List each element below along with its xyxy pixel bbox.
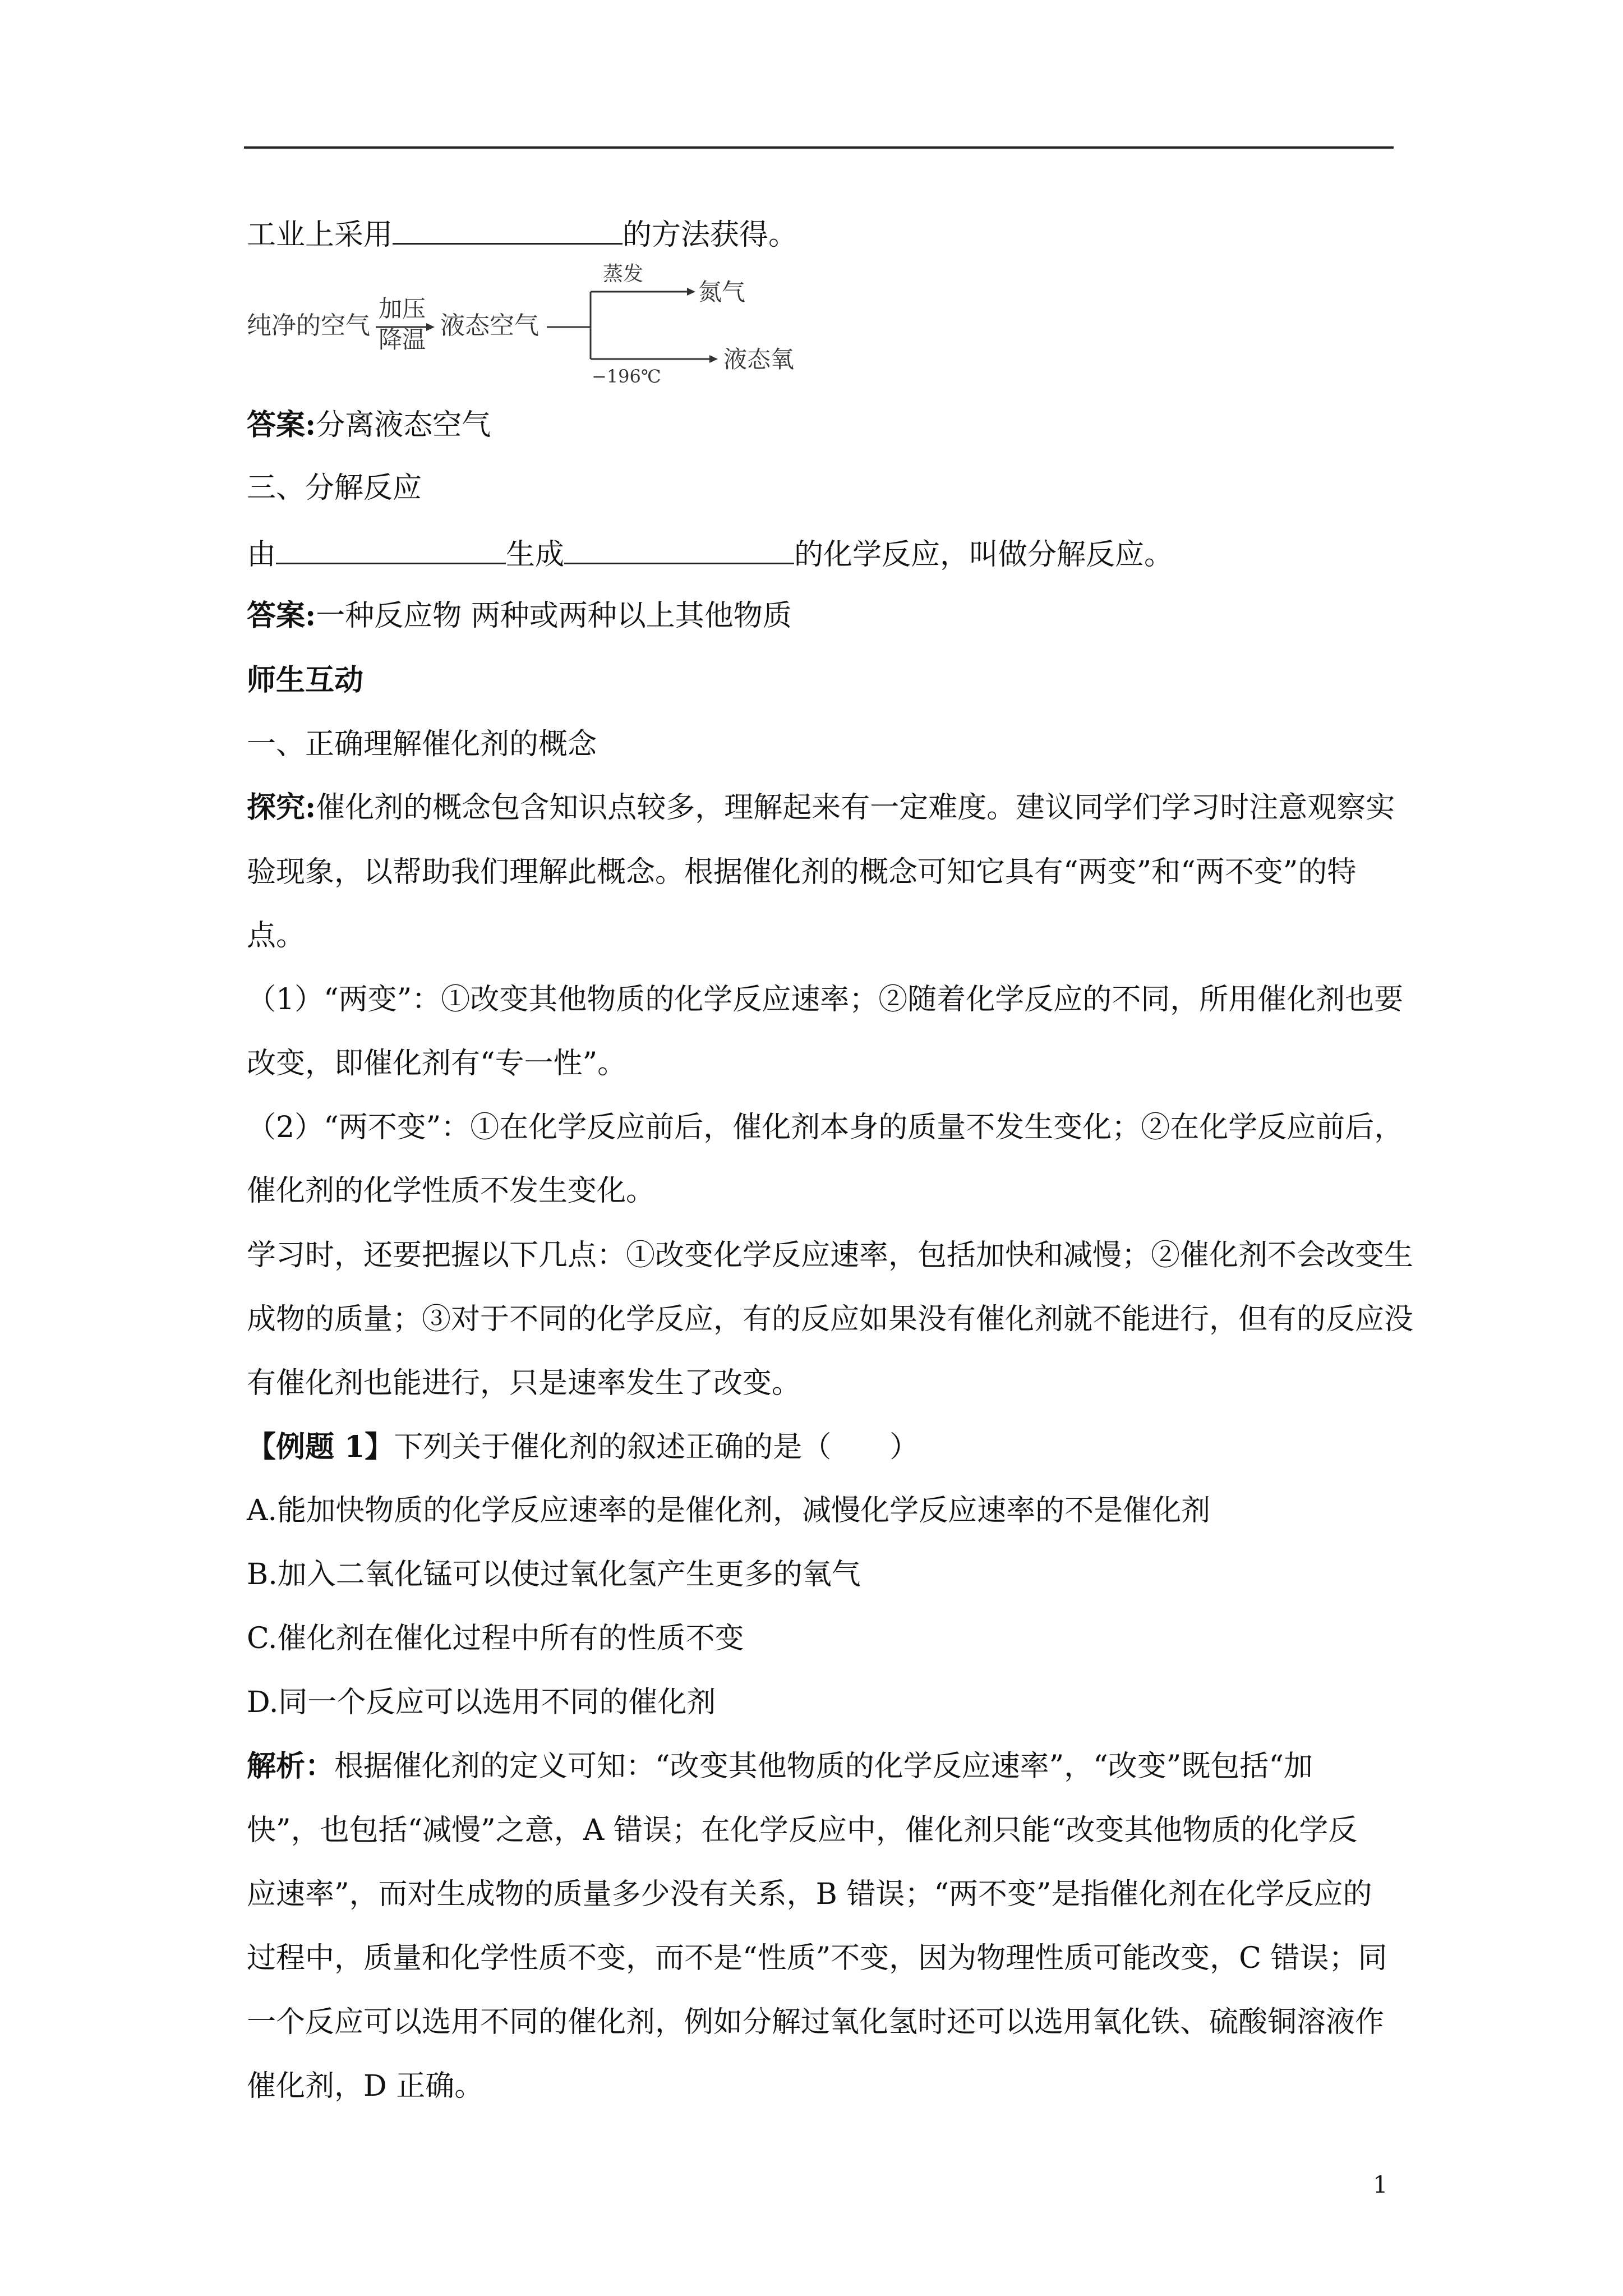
point-2-line-1: （2）“两不变”：①在化学反应前后，催化剂本身的质量不发生变化；②在化学反应前后，: [247, 1111, 1404, 1144]
study-note-line-1: 学习时，还要把握以下几点：①改变化学反应速率，包括加快和减慢；②催化剂不会改变生: [247, 1239, 1414, 1272]
diagram-step-bottom: 降温: [379, 326, 426, 353]
air-separation-diagram: [244, 258, 816, 387]
diagram-branch-bottom-label: −196℃: [592, 366, 661, 387]
answer-1-label: 答案:: [247, 408, 316, 442]
analysis-line-6: 催化剂，D 正确。: [247, 2069, 484, 2103]
answer-2-text: 一种反应物 两种或两种以上其他物质: [316, 599, 792, 633]
definition-part-1: 由: [247, 538, 276, 572]
option-a: A.能加快物质的化学反应速率的是催化剂，减慢化学反应速率的不是催化剂: [247, 1494, 1211, 1527]
option-c: C.催化剂在催化过程中所有的性质不变: [247, 1622, 744, 1655]
interaction-title: 师生互动: [247, 663, 364, 697]
diagram-arrowhead-1: [426, 323, 435, 331]
option-d: D.同一个反应可以选用不同的催化剂: [247, 1686, 716, 1719]
option-b: B.加入二氧化锰可以使过氧化氢产生更多的氧气: [247, 1558, 861, 1591]
explore-text-1: 催化剂的概念包含知识点较多，理解起来有一定难度。建议同学们学习时注意观察实: [316, 791, 1395, 825]
analysis-label: 解析：: [247, 1749, 335, 1783]
diagram-start: 纯净的空气: [247, 311, 370, 340]
definition-part-2: 生成: [506, 538, 565, 572]
analysis-line-1: [247, 1750, 1313, 1783]
point-1-line-2: 改变，即催化剂有“专一性”。: [247, 1047, 627, 1080]
diagram-middle: 液态空气: [440, 311, 539, 340]
example-1-question: [247, 1430, 919, 1464]
fill-blank-3: [564, 536, 794, 564]
analysis-line-5: 一个反应可以选用不同的催化剂，例如分解过氧化氢时还可以选用氧化铁、硫酸铜溶液作: [247, 2005, 1385, 2039]
section-3-title: 三、分解反应: [247, 471, 422, 505]
intro-after: 的方法获得。: [623, 218, 798, 252]
analysis-text-1: 根据催化剂的定义可知：“改变其他物质的化学反应速率”，“改变”既包括“加: [334, 1750, 1313, 1783]
example-1-label: 【例题 1】: [247, 1430, 394, 1464]
explore-line-3: 点。: [247, 919, 306, 953]
diagram-branch-bottom-result: 液态氧: [723, 346, 795, 373]
section-1-title: 一、正确理解催化剂的概念: [247, 728, 597, 761]
study-note-line-3: 有催化剂也能进行，只是速率发生了改变。: [247, 1366, 801, 1400]
definition-line: [247, 536, 1173, 572]
fill-blank-2: [276, 536, 506, 564]
point-1-line-1: （1）“两变”：①改变其他物质的化学反应速率；②随着化学反应的不同，所用催化剂也要: [247, 983, 1404, 1016]
point-2-line-2: 催化剂的化学性质不发生变化。: [247, 1174, 656, 1208]
explore-label: 探究:: [247, 790, 316, 825]
page-number: 1: [1373, 2171, 1388, 2198]
answer-1: [247, 408, 491, 442]
definition-part-3: 的化学反应，叫做分解反应。: [794, 538, 1174, 572]
answer-2-label: 答案:: [247, 599, 316, 633]
diagram-arrowhead-top: [687, 288, 695, 296]
explore-line-2: 验现象，以帮助我们理解此概念。根据催化剂的概念可知它具有“两变”和“两不变”的特: [247, 855, 1357, 889]
diagram-arrowhead-bottom: [709, 355, 718, 363]
diagram-step-top: 加压: [379, 295, 426, 323]
intro-before: 工业上采用: [247, 218, 393, 252]
explore-line-1: [247, 791, 1395, 825]
analysis-line-4: 过程中，质量和化学性质不变，而不是“性质”不变，因为物理性质可能改变，C 错误；同: [247, 1941, 1387, 1975]
fill-blank-1: [393, 216, 623, 245]
diagram-branch-top-label: 蒸发: [603, 263, 644, 286]
answer-2: [247, 599, 792, 633]
diagram-branch-top-result: 氮气: [698, 278, 746, 306]
answer-1-text: 分离液态空气: [316, 408, 491, 442]
analysis-line-3: 应速率”，而对生成物的质量多少没有关系，B 错误；“两不变”是指催化剂在化学反应的: [247, 1878, 1372, 1911]
example-1-text: 下列关于催化剂的叙述正确的是（ ）: [394, 1430, 919, 1464]
header-rule: [244, 146, 1394, 149]
intro-line: [247, 216, 797, 252]
analysis-line-2: 快”，也包括“减慢”之意，A 错误；在化学反应中，催化剂只能“改变其他物质的化学反: [247, 1814, 1358, 1847]
study-note-line-2: 成物的质量；③对于不同的化学反应，有的反应如果没有催化剂就不能进行，但有的反应没: [247, 1303, 1414, 1336]
